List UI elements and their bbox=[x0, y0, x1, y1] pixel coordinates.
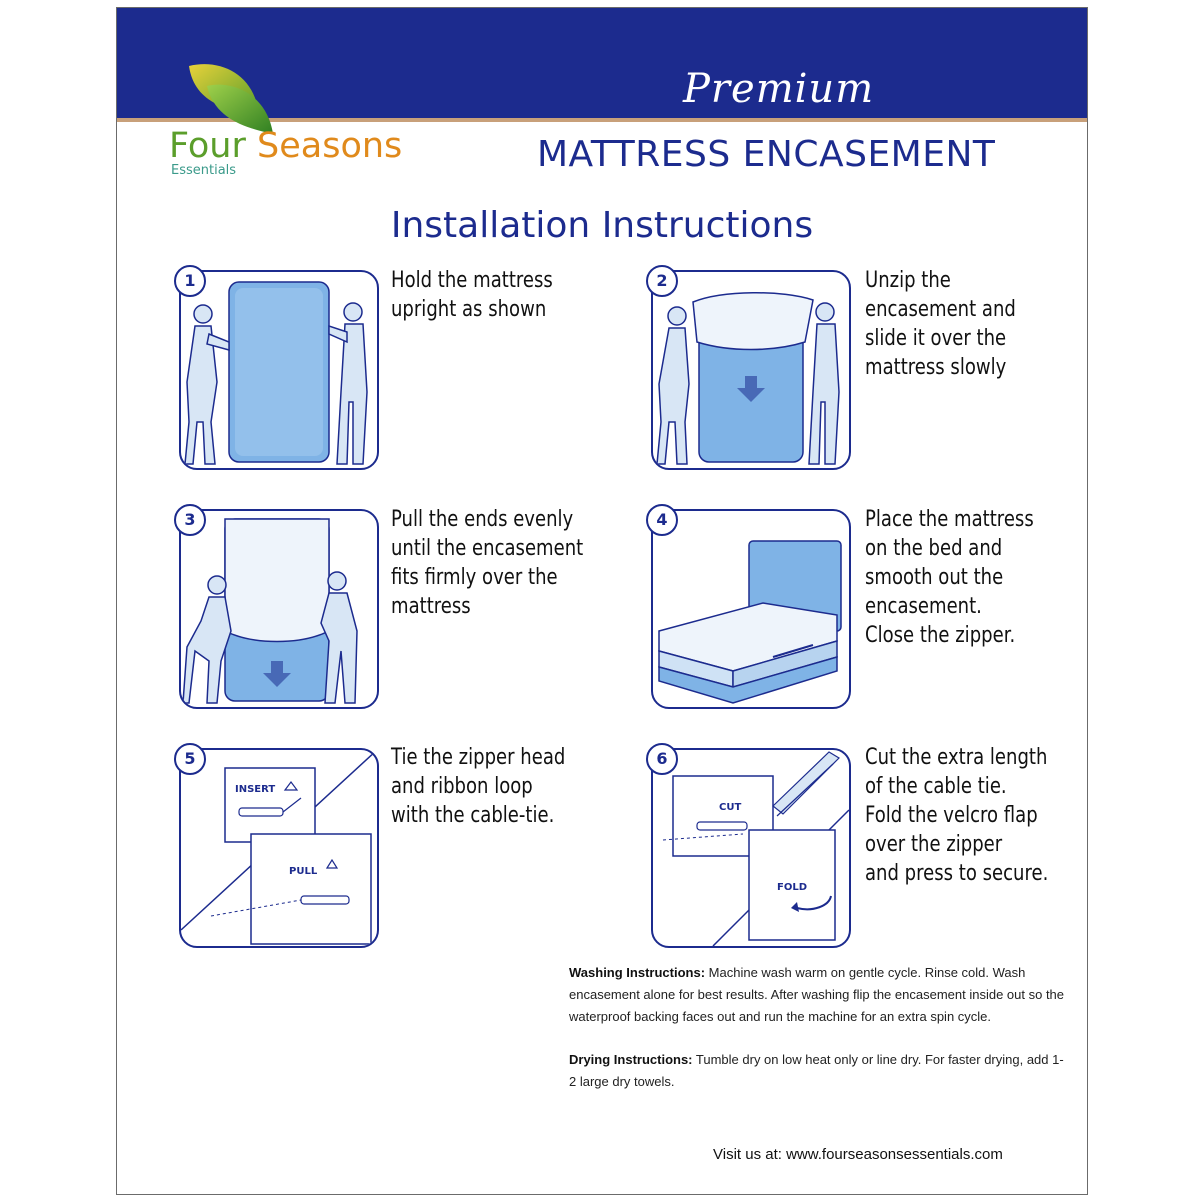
step-2-line-2: encasement and bbox=[865, 297, 1016, 322]
step-1-illustration bbox=[179, 270, 379, 470]
website-footer[interactable]: Visit us at: www.fourseasonsessentials.com bbox=[713, 1146, 1003, 1163]
washing-text: Machine wash warm on gentle cycle. Rinse cold. Wash encasement alone for best results. After washing flip the encasement inside out so the waterproof backing faces out and run the machine for an extra spin cycle. bbox=[569, 965, 1065, 1024]
step-2-text bbox=[865, 266, 1029, 382]
step-4-text bbox=[865, 505, 1034, 650]
step-3-number: 3 bbox=[174, 504, 206, 536]
step-6-fold-label: FOLD bbox=[777, 882, 808, 893]
step-1-line-2: upright as shown bbox=[391, 297, 547, 322]
step-4-line-2: on the bed and bbox=[865, 536, 1003, 561]
step-6-illustration bbox=[651, 748, 851, 948]
washing-instructions bbox=[569, 962, 1069, 1028]
step-6-number: 6 bbox=[646, 743, 678, 775]
brand-word-seasons: Seasons bbox=[257, 126, 403, 166]
step-6-line-1: Cut the extra length bbox=[865, 745, 1048, 770]
step-4-illustration bbox=[651, 509, 851, 709]
step-4-line-4: encasement. bbox=[865, 594, 982, 619]
step-5-text bbox=[391, 743, 566, 830]
brand-subtitle: Essentials bbox=[171, 163, 237, 178]
step-3-line-1: Pull the ends evenly bbox=[391, 507, 574, 532]
step-6-text bbox=[865, 743, 1049, 888]
step-6-cut-label: CUT bbox=[719, 802, 742, 813]
step-2-line-3: slide it over the bbox=[865, 326, 1007, 351]
washing-label: Washing Instructions: bbox=[569, 965, 706, 980]
step-6-line-3: Fold the velcro flap bbox=[865, 803, 1038, 828]
step-3-illustration bbox=[179, 509, 379, 709]
premium-title: Premium bbox=[683, 66, 875, 112]
step-3-line-2: until the encasement bbox=[391, 536, 584, 561]
product-title: MATTRESS ENCASEMENT bbox=[537, 134, 996, 175]
step-5-line-1: Tie the zipper head bbox=[391, 745, 566, 770]
step-6-line-5: and press to secure. bbox=[865, 861, 1049, 886]
step-1-line-1: Hold the mattress bbox=[391, 268, 553, 293]
step-3-text bbox=[391, 505, 584, 621]
step-2-number: 2 bbox=[646, 265, 678, 297]
step-2-line-1: Unzip the bbox=[865, 268, 951, 293]
brand-name bbox=[169, 126, 402, 166]
step-5-insert-label: INSERT bbox=[235, 784, 276, 795]
step-5-number: 5 bbox=[174, 743, 206, 775]
instruction-sheet bbox=[116, 7, 1088, 1195]
step-2-illustration bbox=[651, 270, 851, 470]
step-6-line-2: of the cable tie. bbox=[865, 774, 1007, 799]
step-5-pull-label: PULL bbox=[289, 866, 318, 877]
step-5-line-2: and ribbon loop bbox=[391, 774, 533, 799]
step-5-illustration bbox=[179, 748, 379, 948]
drying-instructions bbox=[569, 1049, 1069, 1093]
page-title: Installation Instructions bbox=[390, 205, 814, 246]
step-6-line-4: over the zipper bbox=[865, 832, 1003, 857]
brand-word-four: Four bbox=[169, 126, 246, 166]
step-1-text bbox=[391, 266, 555, 324]
step-3-line-3: fits firmly over the bbox=[391, 565, 558, 590]
step-5-line-3: with the cable-tie. bbox=[391, 803, 555, 828]
step-3-line-4: mattress bbox=[391, 594, 471, 619]
step-4-line-3: smooth out the bbox=[865, 565, 1004, 590]
drying-text: Tumble dry on low heat only or line dry. For faster drying, add 1-2 large dry towels. bbox=[569, 1052, 1064, 1089]
step-4-number: 4 bbox=[646, 504, 678, 536]
step-2-line-4: mattress slowly bbox=[865, 355, 1007, 380]
step-4-line-5: Close the zipper. bbox=[865, 623, 1016, 648]
step-4-line-1: Place the mattress bbox=[865, 507, 1034, 532]
drying-label: Drying Instructions: bbox=[569, 1052, 693, 1067]
step-1-number: 1 bbox=[174, 265, 206, 297]
